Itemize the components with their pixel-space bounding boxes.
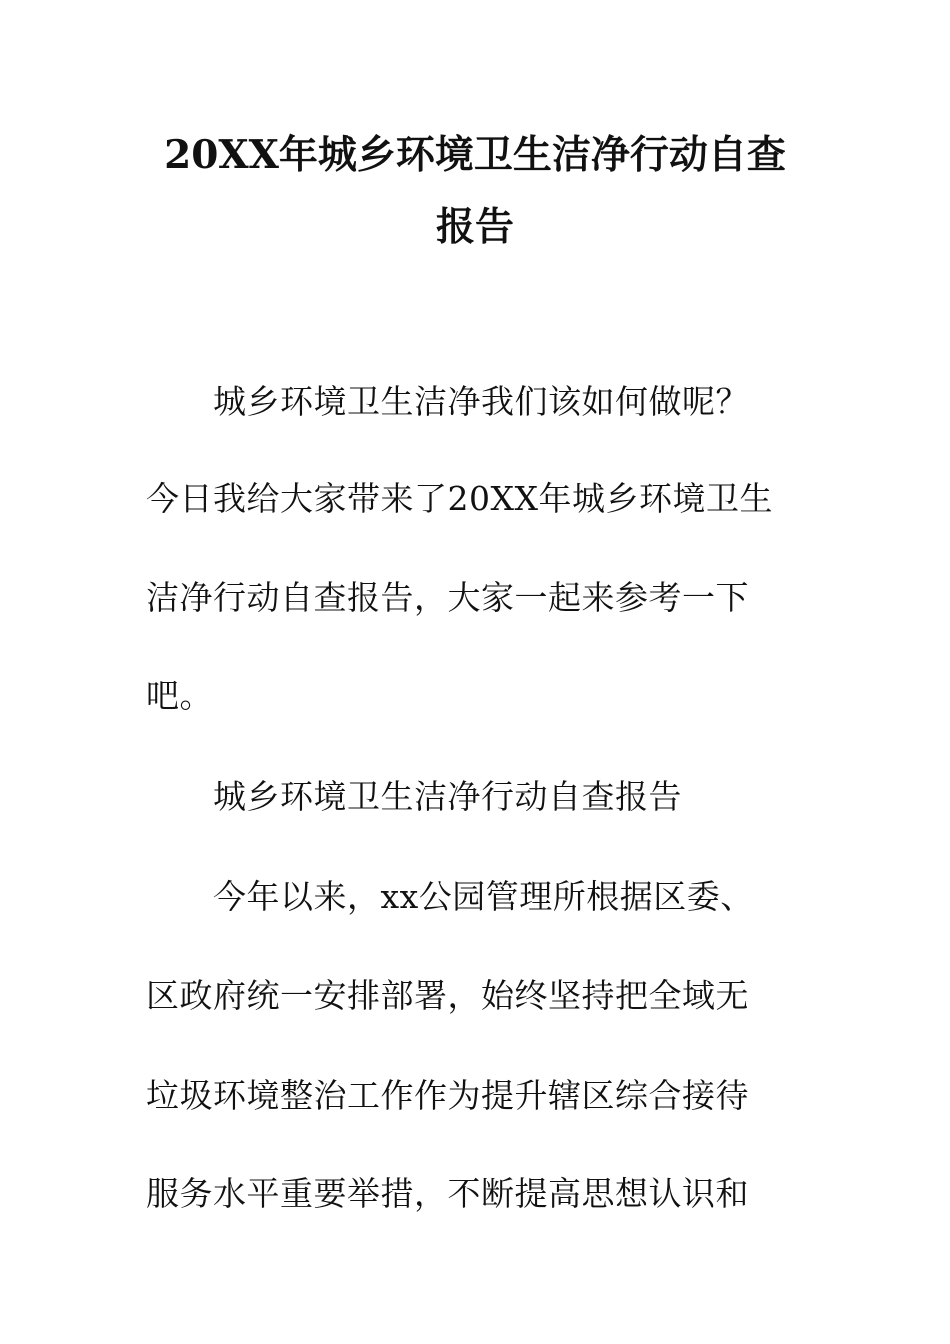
- body-line-4: 吧。: [146, 676, 213, 715]
- body-line-1: 城乡环境卫生洁净我们该如何做呢？: [213, 382, 749, 421]
- body-line-9: 服务水平重要举措，不断提高思想认识和: [146, 1174, 749, 1213]
- document-title-line-1: 20XX年城乡环境卫生洁净行动自查: [164, 132, 786, 178]
- body-line-8: 垃圾环境整治工作作为提升辖区综合接待: [146, 1076, 749, 1115]
- body-line-6: 今年以来，xx公园管理所根据区委、: [213, 877, 754, 916]
- section-heading: 城乡环境卫生洁净行动自查报告: [213, 777, 682, 816]
- document-title-line-2: 报告: [435, 204, 514, 250]
- body-line-3: 洁净行动自查报告，大家一起来参考一下: [146, 578, 749, 617]
- body-line-7: 区政府统一安排部署，始终坚持把全域无: [146, 976, 749, 1015]
- body-line-2: 今日我给大家带来了20XX年城乡环境卫生: [146, 479, 773, 518]
